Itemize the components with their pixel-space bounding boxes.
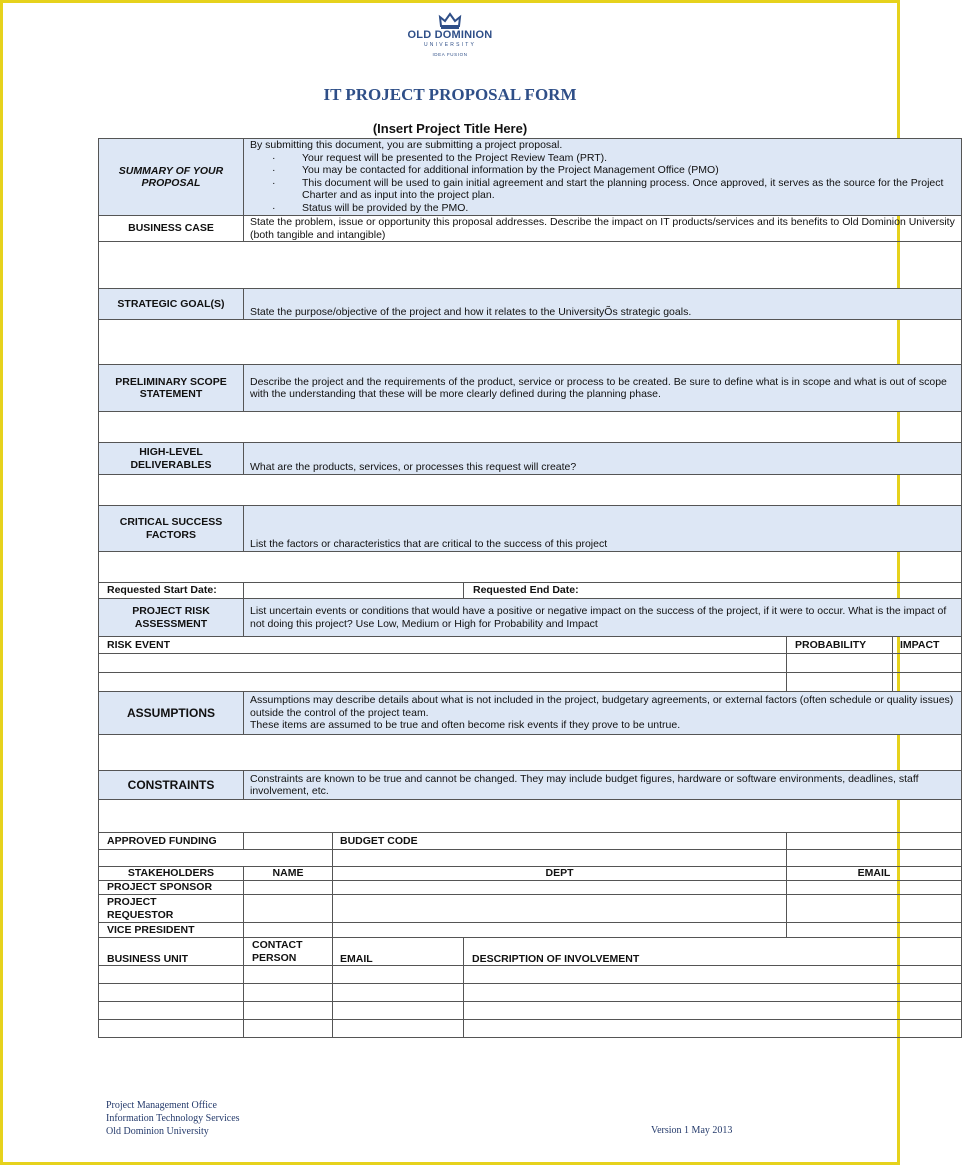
footer-line-1: Project Management Office <box>106 1100 217 1111</box>
bu-email-cell[interactable] <box>333 984 464 1002</box>
assumptions-description: Assumptions may describe details about what is not included in the project, budgetary agreements, or external factors (often schedule or quality issues) outside the control of the project team. These items are assumed to be true and often become risk events if they prove to be untrue. <box>244 692 962 735</box>
footer-office <box>106 1099 240 1138</box>
crown-icon <box>438 12 462 30</box>
deliverables-description: What are the products, services, or processes this request will create? <box>244 443 962 475</box>
bu-email-cell[interactable] <box>333 1020 464 1038</box>
funding-entry[interactable] <box>333 850 787 867</box>
deliverables-entry[interactable] <box>99 475 962 506</box>
risk-event-cell[interactable] <box>99 673 787 692</box>
project-sponsor-label: PROJECT SPONSOR <box>99 881 244 895</box>
sponsor-name-cell[interactable] <box>244 881 333 895</box>
funding-entry[interactable] <box>787 850 962 867</box>
scope-label: PRELIMINARY SCOPE STATEMENT <box>99 365 244 412</box>
vp-name-cell[interactable] <box>244 923 333 938</box>
bu-cell[interactable] <box>99 1002 244 1020</box>
bu-cell[interactable] <box>99 966 244 984</box>
bu-email-cell[interactable] <box>333 1002 464 1020</box>
sponsor-dept-cell[interactable] <box>333 881 787 895</box>
start-date-field[interactable] <box>244 583 464 599</box>
end-date-label: Requested End Date: <box>464 583 962 599</box>
business-case-label: BUSINESS CASE <box>99 216 244 242</box>
strategic-goals-entry[interactable] <box>99 320 962 365</box>
summary-bullet: · This document will be used to gain initial agreement and start the planning process. Once approved, it serves as the source for the Project Charter and as input into the project plan. <box>272 176 944 201</box>
footer-version: Version 1 May 2013 <box>651 1125 733 1136</box>
logo-name: OLD DOMINION <box>407 29 493 41</box>
success-factors-entry[interactable] <box>99 552 962 583</box>
bu-cell[interactable] <box>99 1020 244 1038</box>
summary-label: SUMMARY OF YOUR PROPOSAL <box>99 139 244 216</box>
probability-cell[interactable] <box>787 673 893 692</box>
funding-entry[interactable] <box>99 850 333 867</box>
impact-cell[interactable] <box>893 654 962 673</box>
constraints-description: Constraints are known to be true and cannot be changed. They may include budget figures, hardware or software environments, deadlines, staff involvement, etc. <box>244 771 962 800</box>
requestor-email-cell[interactable] <box>787 895 962 923</box>
bu-description-cell[interactable] <box>464 1002 962 1020</box>
email-header: EMAIL <box>787 867 962 881</box>
constraints-label: CONSTRAINTS <box>99 771 244 800</box>
proposal-form-table <box>98 138 962 1038</box>
start-date-label: Requested Start Date: <box>99 583 244 599</box>
impact-header: IMPACT <box>893 637 962 654</box>
project-title-placeholder[interactable]: (Insert Project Title Here) <box>372 121 528 136</box>
vp-dept-cell[interactable] <box>333 923 787 938</box>
risk-event-cell[interactable] <box>99 654 787 673</box>
approved-funding-field[interactable] <box>244 833 333 850</box>
scope-entry[interactable] <box>99 412 962 443</box>
impact-cell[interactable] <box>893 673 962 692</box>
business-case-description: State the problem, issue or opportunity this proposal addresses. Describe the impact on IT products/services and its benefits to Old Dominion University (both tangible and intangible) <box>244 216 962 242</box>
summary-bullet: · You may be contacted for additional information by the Project Management Office (PMO) <box>272 164 719 176</box>
bu-contact-cell[interactable] <box>244 1020 333 1038</box>
bu-email-cell[interactable] <box>333 966 464 984</box>
summary-intro: By submitting this document, you are submitting a project proposal. <box>250 139 563 151</box>
logo-tagline: IDEA FUSION <box>432 52 468 57</box>
logo-university: UNIVERSITY <box>423 42 476 48</box>
bu-contact-cell[interactable] <box>244 1002 333 1020</box>
university-logo <box>0 12 900 57</box>
summary-bullet: · Your request will be presented to the Project Review Team (PRT). <box>272 151 608 164</box>
scope-description: Describe the project and the requirements of the product, service or process to be created. Be sure to define what is in scope and what is out of scope with the understanding that these will be more clearly defined during the planning phase. <box>244 365 962 412</box>
requestor-dept-cell[interactable] <box>333 895 787 923</box>
footer-line-2: Information Technology Services <box>106 1113 240 1124</box>
strategic-goals-label: STRATEGIC GOAL(S) <box>99 289 244 320</box>
footer-line-3: Old Dominion University <box>106 1126 209 1137</box>
bu-email-header: EMAIL <box>333 938 464 966</box>
vp-email-cell[interactable] <box>787 923 962 938</box>
assumptions-entry[interactable] <box>99 735 962 771</box>
bu-contact-cell[interactable] <box>244 984 333 1002</box>
success-factors-description: List the factors or characteristics that are critical to the success of this project <box>244 506 962 552</box>
bu-contact-cell[interactable] <box>244 966 333 984</box>
summary-description <box>244 139 962 216</box>
name-header: NAME <box>244 867 333 881</box>
bu-description-cell[interactable] <box>464 1020 962 1038</box>
sponsor-email-cell[interactable] <box>787 881 962 895</box>
business-case-entry[interactable] <box>99 242 962 289</box>
probability-header: PROBABILITY <box>787 637 893 654</box>
document-title: IT PROJECT PROPOSAL FORM <box>323 85 577 104</box>
requestor-name-cell[interactable] <box>244 895 333 923</box>
risk-event-header: RISK EVENT <box>99 637 787 654</box>
probability-cell[interactable] <box>787 654 893 673</box>
vice-president-label: VICE PRESIDENT <box>99 923 244 938</box>
approved-funding-label: APPROVED FUNDING <box>99 833 244 850</box>
constraints-entry[interactable] <box>99 800 962 833</box>
bu-cell[interactable] <box>99 984 244 1002</box>
assumptions-label: ASSUMPTIONS <box>99 692 244 735</box>
budget-code-label: BUDGET CODE <box>333 833 787 850</box>
deliverables-label: HIGH-LEVEL DELIVERABLES <box>99 443 244 475</box>
dept-header: DEPT <box>333 867 787 881</box>
success-factors-label: CRITICAL SUCCESS FACTORS <box>99 506 244 552</box>
business-unit-header: BUSINESS UNIT <box>99 938 244 966</box>
contact-person-header: CONTACT PERSON <box>244 938 333 966</box>
strategic-goals-description: State the purpose/objective of the project and how it relates to the UniversityÕs strategic goals. <box>244 289 962 320</box>
risk-assessment-description: List uncertain events or conditions that would have a positive or negative impact on the success of the project, if it were to occur. What is the impact of not doing this project? Use Low, Medium or High for Probability and Impact <box>244 599 962 637</box>
budget-code-field[interactable] <box>787 833 962 850</box>
bu-description-cell[interactable] <box>464 966 962 984</box>
summary-bullet: · Status will be provided by the PMO. <box>272 201 469 214</box>
bu-description-cell[interactable] <box>464 984 962 1002</box>
project-requestor-label: PROJECT REQUESTOR <box>99 895 244 923</box>
risk-assessment-label: PROJECT RISK ASSESSMENT <box>99 599 244 637</box>
stakeholders-header: STAKEHOLDERS <box>99 867 244 881</box>
description-header: DESCRIPTION OF INVOLVEMENT <box>464 938 962 966</box>
